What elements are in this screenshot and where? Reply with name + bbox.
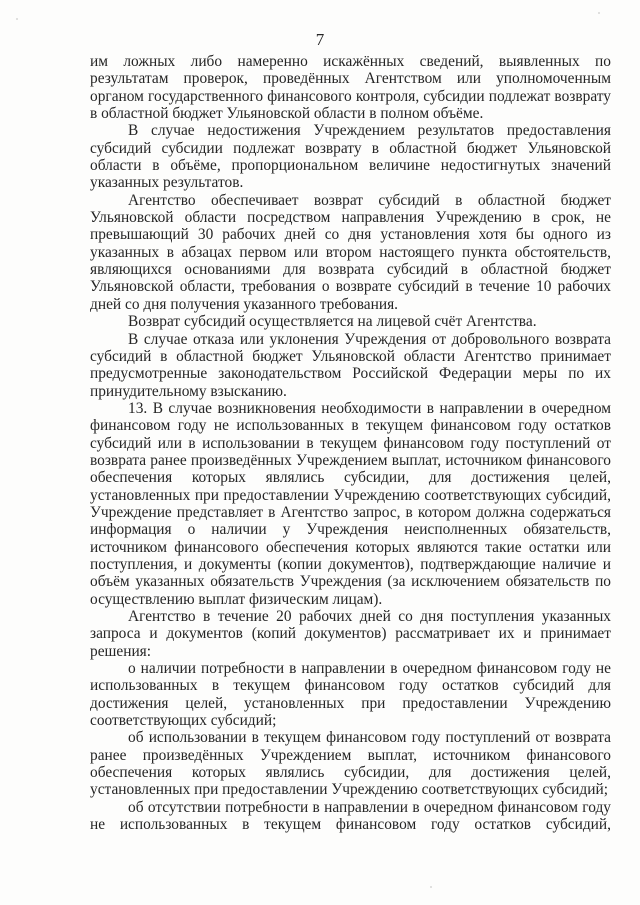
paragraph-4: Возврат субсидий осуществляется на лицевой счёт Агентства. — [128, 313, 537, 331]
document-body — [90, 53, 611, 833]
paragraph-8: о наличии потребности в направлении в очередном финансовом году не использованных в текущем финансовом году остатков субсидий для достижения целей, установленных при предоставлении Учреждению соответствующих субсидий; — [90, 660, 611, 730]
paragraph-6: 13. В случае возникновения необходимости в направлении в очередном финансовом году не использованных в текущем финансовом году остатков субсидий или в использовании в текущем финансовом году поступлений от возврата ранее произведённых Учреждением выплат, источником финансового обеспечения которых являлись субсидии, для достижения целей, установленных при предоставлении Учреждению соответствующих субсидий, Учреждение представляет в Агентство запрос, в котором должна содержаться информация о наличии у Учреждения неисполненных обязательств, источником финансового обеспечения которых являются такие остатки или поступления, и документы (копии документов), подтверждающие наличие и объём указанных обязательств Учреждения (за исключением обязательств по осуществлению выплат физическим лицам). — [90, 399, 611, 608]
scan-dust-mark — [430, 886, 432, 888]
paragraph-10: об отсутствии потребности в направлении в очередном финансовом году не использованных в текущем финансовом году остатков субсидий, — [90, 798, 611, 834]
scan-dust-mark — [598, 12, 600, 14]
paragraph-1: им ложных либо намеренно искажённых сведений, выявленных по результатам проверок, проведённых Агентством или уполномоченным органом государственного финансового контроля, субсидии подлежат возврату в областной бюджет Ульяновской области в полном объёме. — [90, 53, 611, 123]
paragraph-7: Агентство в течение 20 рабочих дней со дня поступления указанных запроса и документов (копий документов) рассматривает их и принимает решения: — [90, 608, 611, 660]
page-number: 7 — [315, 30, 325, 49]
scan-dust-mark — [16, 18, 18, 20]
paragraph-9: об использовании в текущем финансовом году поступлений от возврата ранее произведённых Учреждением выплат, источником финансового обеспечения которых являлись субсидии, для достижения целей, установленных при предоставлении Учреждению соответствующих субсидий; — [90, 729, 611, 799]
paragraph-3: Агентство обеспечивает возврат субсидий в областной бюджет Ульяновской области посредством направления Учреждению в срок, не превышающий 30 рабочих дней со дня установления хотя бы одного из указанных в абзацах первом или втором настоящего пункта обстоятельств, являющихся основаниями для возврата субсидий в областной бюджет Ульяновской области, требования о возврате субсидий в течение 10 рабочих дней со дня получения указанного требования. — [90, 191, 611, 313]
paragraph-2: В случае недостижения Учреждением результатов предоставления субсидий субсидии подлежат возврату в областной бюджет Ульяновской области в объёме, пропорциональном величине недостигнутых значений указанных результатов. — [90, 122, 611, 192]
paragraph-5: В случае отказа или уклонения Учреждения от добровольного возврата субсидий в областной бюджет Ульяновской области Агентство принимает предусмотренные законодательством Российской Федерации меры по их принудительному взысканию. — [90, 330, 611, 400]
